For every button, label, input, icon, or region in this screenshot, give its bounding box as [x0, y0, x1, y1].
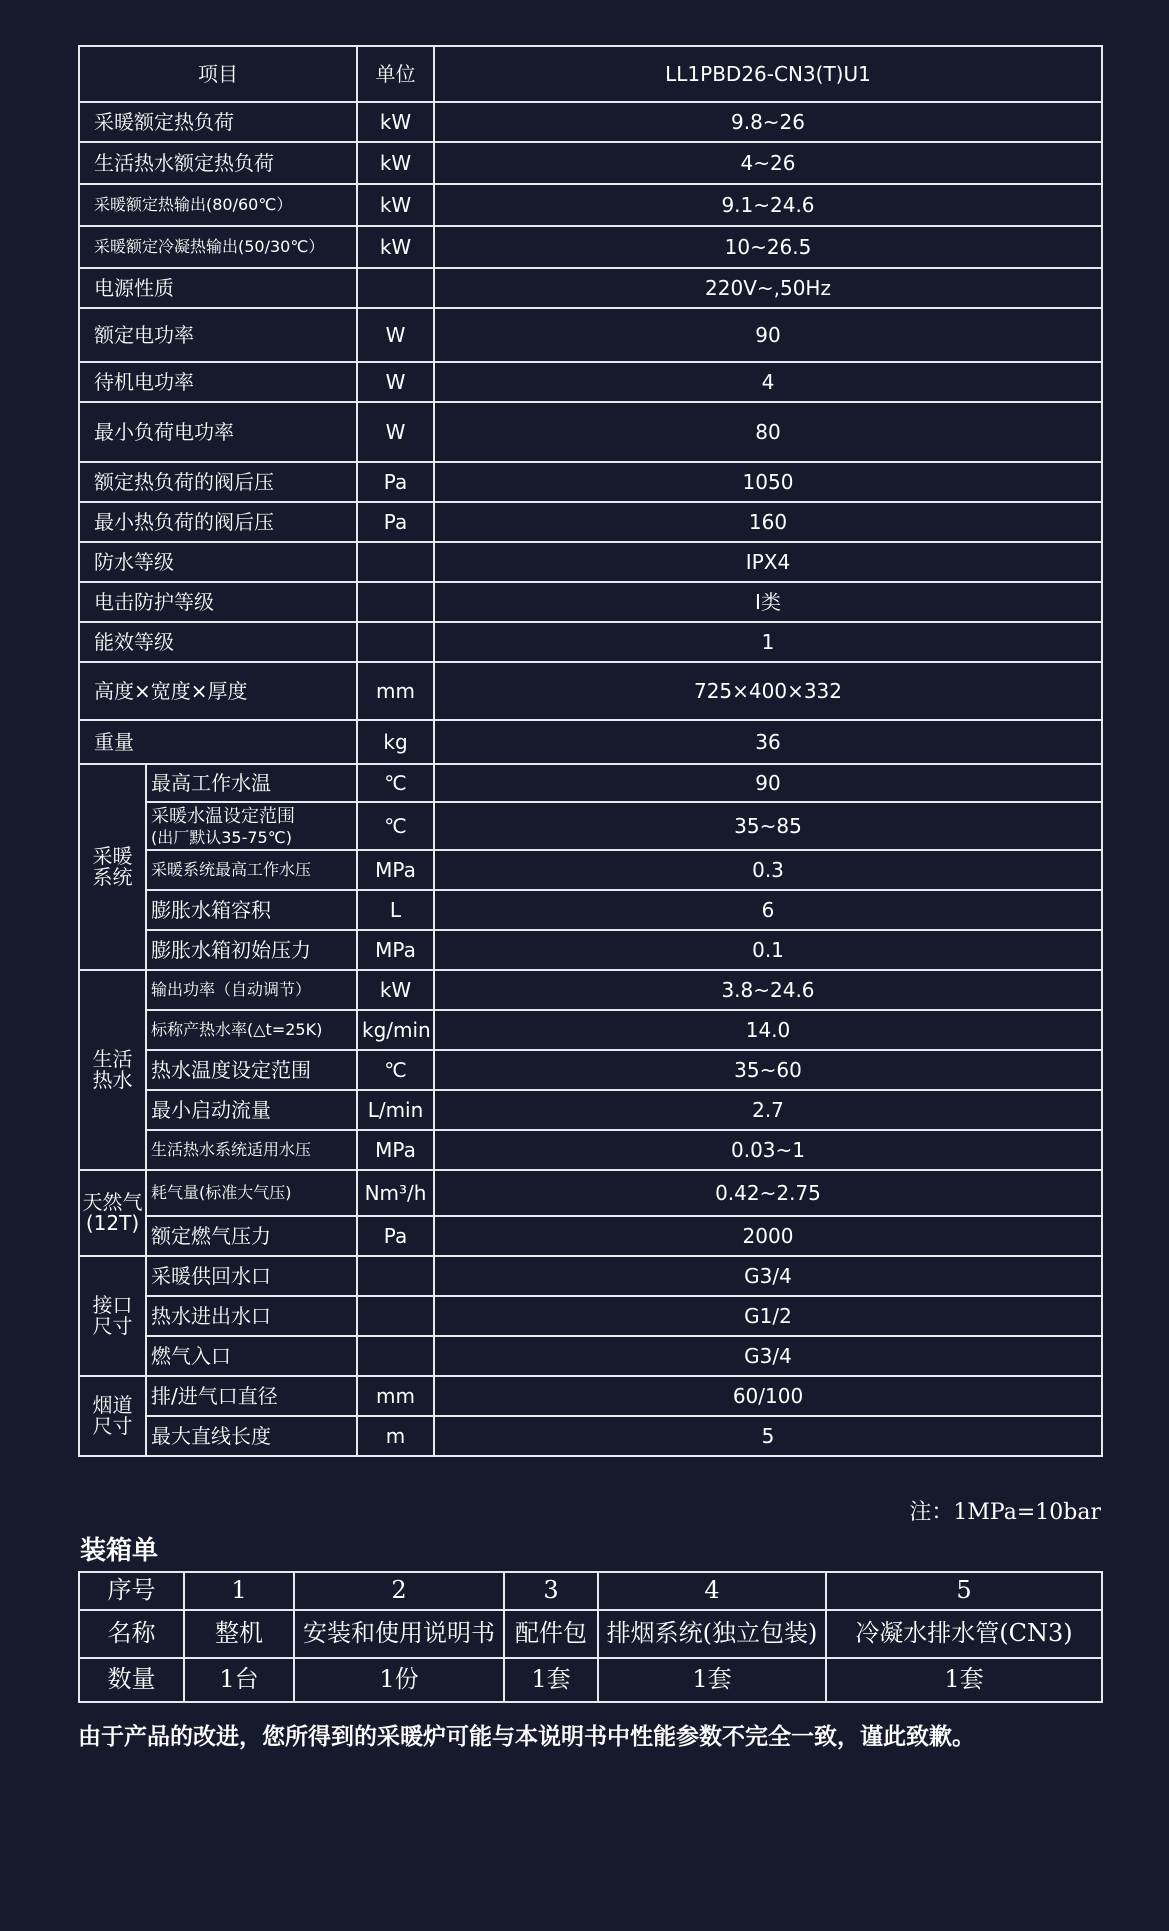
spec-sub-name	[146, 1336, 357, 1376]
spec-unit: MPa	[357, 1130, 434, 1170]
spec-group-row	[79, 1256, 1102, 1296]
spec-sub-name-text: 膨胀水箱初始压力	[151, 937, 311, 962]
packing-row-header: 序号	[79, 1572, 184, 1610]
spec-value: 4~26	[434, 142, 1102, 184]
packing-row-index	[79, 1572, 1102, 1610]
spec-value: IPX4	[434, 542, 1102, 582]
spec-unit: W	[357, 402, 434, 462]
spec-unit: Pa	[357, 1216, 434, 1256]
spec-sub-name-text: 额定燃气压力	[151, 1223, 271, 1248]
spec-value: 2000	[434, 1216, 1102, 1256]
spec-group-row	[79, 930, 1102, 970]
spec-group-row	[79, 1336, 1102, 1376]
spec-row	[79, 142, 1102, 184]
spec-name: 能效等级	[79, 622, 357, 662]
spec-value: 0.3	[434, 850, 1102, 890]
packing-cell: 1套	[598, 1658, 826, 1702]
spec-value: 3.8~24.6	[434, 970, 1102, 1010]
spec-value: 90	[434, 764, 1102, 802]
spec-sub-name	[146, 1090, 357, 1130]
spec-row	[79, 542, 1102, 582]
packing-cell: 安装和使用说明书	[294, 1610, 504, 1658]
spec-unit	[357, 622, 434, 662]
spec-name: 额定电功率	[79, 308, 357, 362]
spec-name: 防水等级	[79, 542, 357, 582]
spec-sub-name-text: 热水进出水口	[151, 1303, 271, 1328]
spec-name: 生活热水额定热负荷	[79, 142, 357, 184]
spec-value: 5	[434, 1416, 1102, 1456]
spec-sub-name-text: 最高工作水温	[151, 770, 271, 795]
spec-sub-name-text: 燃气入口	[151, 1343, 231, 1368]
spec-unit: Nm³/h	[357, 1170, 434, 1216]
spec-sub-name-text: 最大直线长度	[151, 1423, 271, 1448]
packing-cell: 1套	[504, 1658, 598, 1702]
spec-name: 待机电功率	[79, 362, 357, 402]
packing-row-quantity	[79, 1658, 1102, 1702]
spec-value: 1050	[434, 462, 1102, 502]
packing-cell: 1	[184, 1572, 294, 1610]
spec-unit: W	[357, 362, 434, 402]
spec-value: 90	[434, 308, 1102, 362]
spec-sub-name	[146, 1216, 357, 1256]
spec-row	[79, 662, 1102, 720]
spec-name: 最小热负荷的阀后压	[79, 502, 357, 542]
spec-unit	[357, 1256, 434, 1296]
spec-unit: kW	[357, 970, 434, 1010]
spec-unit: MPa	[357, 850, 434, 890]
spec-sub-name-text: 采暖水温设定范围	[151, 805, 295, 827]
disclaimer: 由于产品的改进，您所得到的采暖炉可能与本说明书中性能参数不完全一致，谨此致歉。	[78, 1724, 975, 1750]
spec-row	[79, 268, 1102, 308]
spec-name: 重量	[79, 720, 357, 764]
spec-group-row	[79, 1416, 1102, 1456]
spec-value: G3/4	[434, 1256, 1102, 1296]
spec-value: 9.8~26	[434, 102, 1102, 142]
spec-group-row	[79, 1130, 1102, 1170]
spec-name: 高度×宽度×厚度	[79, 662, 357, 720]
spec-sub-name	[146, 970, 357, 1010]
spec-value: 60/100	[434, 1376, 1102, 1416]
spec-group-row	[79, 802, 1102, 850]
spec-group-row	[79, 764, 1102, 802]
spec-unit: W	[357, 308, 434, 362]
spec-unit: mm	[357, 1376, 434, 1416]
spec-value: 35~85	[434, 802, 1102, 850]
spec-sub-name	[146, 930, 357, 970]
spec-unit: kW	[357, 142, 434, 184]
spec-sub-name-text: 标称产热水率(△t=25K)	[151, 1019, 323, 1039]
spec-unit: kW	[357, 184, 434, 226]
spec-group-row	[79, 850, 1102, 890]
spec-value: 9.1~24.6	[434, 184, 1102, 226]
spec-name: 采暖额定热负荷	[79, 102, 357, 142]
spec-group-row	[79, 1010, 1102, 1050]
spec-sub-name	[146, 1050, 357, 1090]
packing-cell: 冷凝水排水管(CN3)	[826, 1610, 1102, 1658]
spec-value: 0.03~1	[434, 1130, 1102, 1170]
packing-list-table	[78, 1571, 1103, 1703]
spec-unit: L	[357, 890, 434, 930]
spec-unit: Pa	[357, 502, 434, 542]
spec-group-row	[79, 1296, 1102, 1336]
spec-unit: Pa	[357, 462, 434, 502]
spec-value: 36	[434, 720, 1102, 764]
spec-group-label: 生活 热水	[79, 970, 146, 1170]
spec-value: 220V~,50Hz	[434, 268, 1102, 308]
spec-value: 4	[434, 362, 1102, 402]
packing-list-title: 装箱单	[80, 1536, 159, 1566]
spec-unit: mm	[357, 662, 434, 720]
packing-row-header: 数量	[79, 1658, 184, 1702]
spec-value: 35~60	[434, 1050, 1102, 1090]
spec-row	[79, 308, 1102, 362]
spec-group-row	[79, 1376, 1102, 1416]
header-item: 项目	[79, 46, 357, 102]
spec-sub-name-text: 热水温度设定范围	[151, 1057, 311, 1082]
spec-name: 电击防护等级	[79, 582, 357, 622]
spec-unit: m	[357, 1416, 434, 1456]
packing-cell: 排烟系统(独立包装)	[598, 1610, 826, 1658]
spec-sub-name-text: 输出功率（自动调节）	[151, 979, 312, 999]
spec-group-row	[79, 1050, 1102, 1090]
spec-value: 725×400×332	[434, 662, 1102, 720]
spec-row	[79, 402, 1102, 462]
spec-value: 6	[434, 890, 1102, 930]
spec-unit: ℃	[357, 764, 434, 802]
spec-row	[79, 362, 1102, 402]
spec-sub-name	[146, 1416, 357, 1456]
spec-row	[79, 226, 1102, 268]
packing-row-header: 名称	[79, 1610, 184, 1658]
spec-group-row	[79, 890, 1102, 930]
spec-sub-name-text: 最小启动流量	[151, 1097, 271, 1122]
packing-cell: 整机	[184, 1610, 294, 1658]
spec-value: 80	[434, 402, 1102, 462]
spec-unit	[357, 542, 434, 582]
spec-name: 采暖额定冷凝热输出(50/30℃）	[79, 226, 357, 268]
spec-value: G1/2	[434, 1296, 1102, 1336]
spec-sub-name	[146, 764, 357, 802]
spec-sub-name-text: 生活热水系统适用水压	[151, 1139, 312, 1159]
spec-value: 10~26.5	[434, 226, 1102, 268]
header-unit: 单位	[357, 46, 434, 102]
spec-unit: ℃	[357, 1050, 434, 1090]
spec-unit: kW	[357, 226, 434, 268]
packing-cell: 配件包	[504, 1610, 598, 1658]
spec-value: G3/4	[434, 1336, 1102, 1376]
spec-row	[79, 622, 1102, 662]
packing-cell: 1台	[184, 1658, 294, 1702]
spec-value: 0.1	[434, 930, 1102, 970]
spec-row	[79, 102, 1102, 142]
spec-unit	[357, 268, 434, 308]
spec-unit	[357, 582, 434, 622]
spec-sub-name-note: (出厂默认35-75℃)	[151, 828, 292, 848]
packing-row-name	[79, 1610, 1102, 1658]
spec-value: 1	[434, 622, 1102, 662]
spec-unit: MPa	[357, 930, 434, 970]
spec-sub-name-text: 膨胀水箱容积	[151, 897, 271, 922]
spec-name: 额定热负荷的阀后压	[79, 462, 357, 502]
spec-value: Ⅰ类	[434, 582, 1102, 622]
spec-sub-name	[146, 1376, 357, 1416]
spec-sub-name-text: 耗气量(标准大气压)	[151, 1182, 292, 1202]
spec-sub-name	[146, 1130, 357, 1170]
packing-cell: 5	[826, 1572, 1102, 1610]
packing-cell: 3	[504, 1572, 598, 1610]
packing-cell: 4	[598, 1572, 826, 1610]
spec-value: 0.42~2.75	[434, 1170, 1102, 1216]
spec-sub-name-text: 采暖系统最高工作水压	[151, 859, 312, 879]
spec-group-label: 接口 尺寸	[79, 1256, 146, 1376]
spec-group-row	[79, 1170, 1102, 1216]
spec-sub-name	[146, 1256, 357, 1296]
spec-unit	[357, 1336, 434, 1376]
spec-unit: L/min	[357, 1090, 434, 1130]
spec-row	[79, 462, 1102, 502]
spec-header-row	[79, 46, 1102, 102]
packing-cell: 1套	[826, 1658, 1102, 1702]
header-model: LL1PBD26-CN3(T)U1	[434, 46, 1102, 102]
packing-cell: 1份	[294, 1658, 504, 1702]
spec-group-label: 采暖 系统	[79, 764, 146, 970]
spec-unit: ℃	[357, 802, 434, 850]
spec-value: 2.7	[434, 1090, 1102, 1130]
spec-unit: kW	[357, 102, 434, 142]
spec-table	[78, 45, 1103, 1457]
spec-sub-name-text: 排/进气口直径	[151, 1383, 278, 1408]
spec-row	[79, 720, 1102, 764]
packing-cell: 2	[294, 1572, 504, 1610]
spec-sub-name	[146, 1010, 357, 1050]
spec-value: 14.0	[434, 1010, 1102, 1050]
spec-unit	[357, 1296, 434, 1336]
spec-name: 最小负荷电功率	[79, 402, 357, 462]
spec-row	[79, 502, 1102, 542]
spec-group-row	[79, 1216, 1102, 1256]
spec-row	[79, 184, 1102, 226]
spec-row	[79, 582, 1102, 622]
spec-unit: kg	[357, 720, 434, 764]
spec-sub-name-text: 采暖供回水口	[151, 1263, 271, 1288]
spec-unit: kg/min	[357, 1010, 434, 1050]
spec-sub-name	[146, 802, 357, 850]
spec-group-row	[79, 1090, 1102, 1130]
spec-group-label: 烟道 尺寸	[79, 1376, 146, 1456]
spec-sub-name	[146, 1296, 357, 1336]
spec-value: 160	[434, 502, 1102, 542]
spec-group-label: 天然气 (12T)	[79, 1170, 146, 1256]
spec-sub-name	[146, 890, 357, 930]
spec-sub-name	[146, 850, 357, 890]
spec-name: 电源性质	[79, 268, 357, 308]
unit-note: 注：1MPa=10bar	[909, 1500, 1101, 1525]
spec-sub-name	[146, 1170, 357, 1216]
spec-group-row	[79, 970, 1102, 1010]
spec-name: 采暖额定热输出(80/60℃）	[79, 184, 357, 226]
